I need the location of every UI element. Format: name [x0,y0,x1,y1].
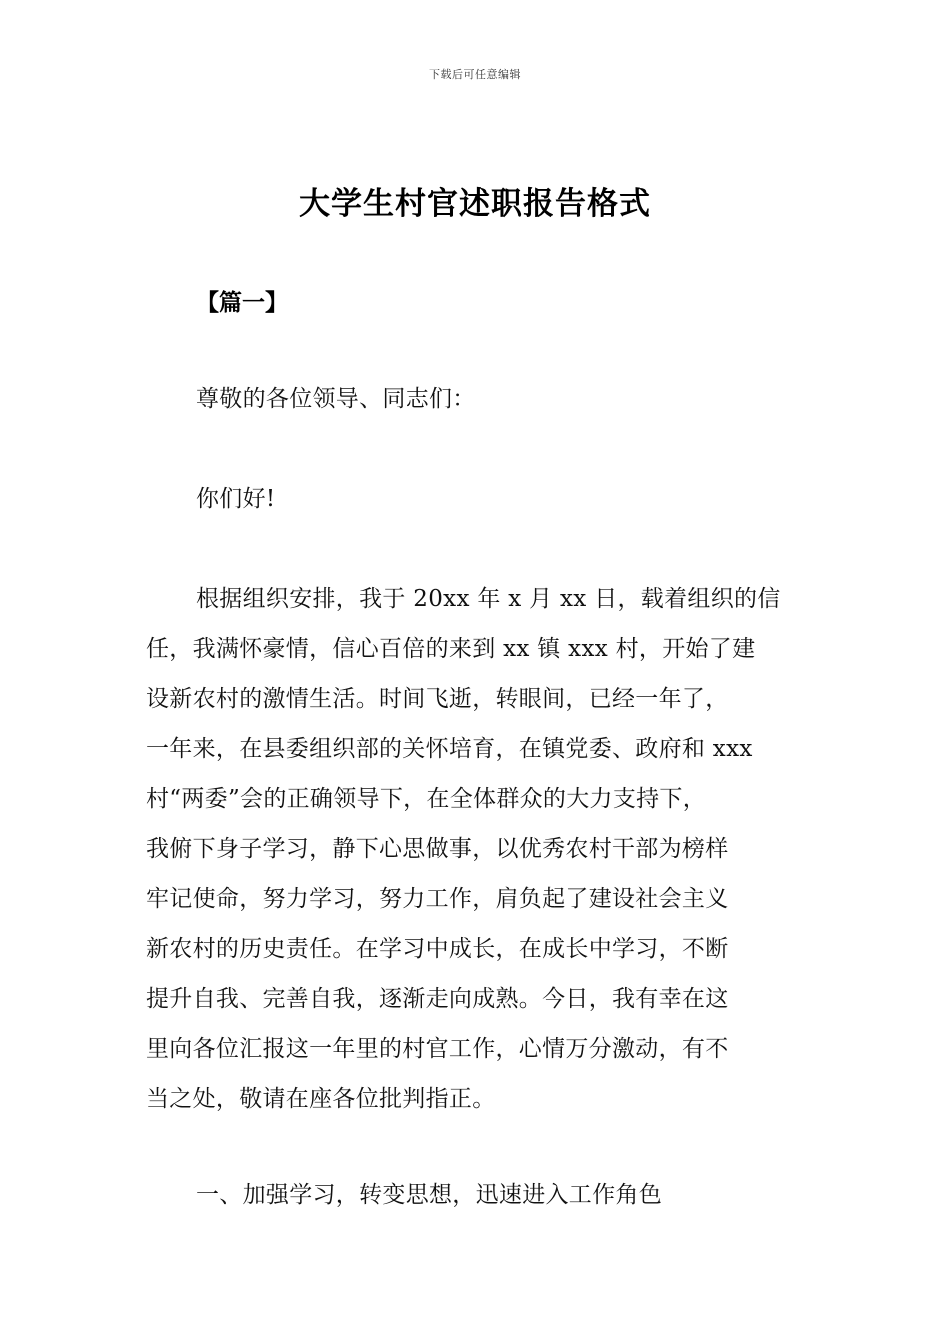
body-paragraph [146,582,808,1132]
section-heading: 一、加强学习，转变思想，迅速进入工作角色 [196,1182,662,1208]
document-title: 大学生村官述职报告格式 [299,186,651,222]
header-note: 下载后可任意编辑 [429,68,521,81]
paragraph-line: 村“两委”会的正确领导下，在全体群众的大力支持下， [146,786,707,812]
salutation: 尊敬的各位领导、同志们： [196,386,476,412]
paragraph-line: 任，我满怀豪情，信心百倍的来到 xx 镇 xxx 村，开始了建 [146,636,756,662]
section-label: 【篇一】 [196,290,288,316]
paragraph-line: 设新农村的激情生活。时间飞逝，转眼间，已经一年了， [146,686,729,712]
paragraph-line: 提升自我、完善自我，逐渐走向成熟。今日，我有幸在这 [146,986,729,1012]
paragraph-line: 牢记使命，努力学习，努力工作，肩负起了建设社会主义 [146,886,729,912]
paragraph-line: 一年来，在县委组织部的关怀培育，在镇党委、政府和 xxx [146,736,753,762]
paragraph-line: 里向各位汇报这一年里的村官工作，心情万分激动，有不 [146,1036,729,1062]
paragraph-line: 我俯下身子学习，静下心思做事，以优秀农村干部为榜样 [146,836,729,862]
greeting: 你们好! [196,486,276,512]
paragraph-line: 当之处，敬请在座各位批判指正。 [146,1086,496,1112]
paragraph-line: 根据组织安排，我于 20xx 年 x 月 xx 日，载着组织的信 [196,586,781,612]
paragraph-line: 新农村的历史责任。在学习中成长，在成长中学习，不断 [146,936,729,962]
